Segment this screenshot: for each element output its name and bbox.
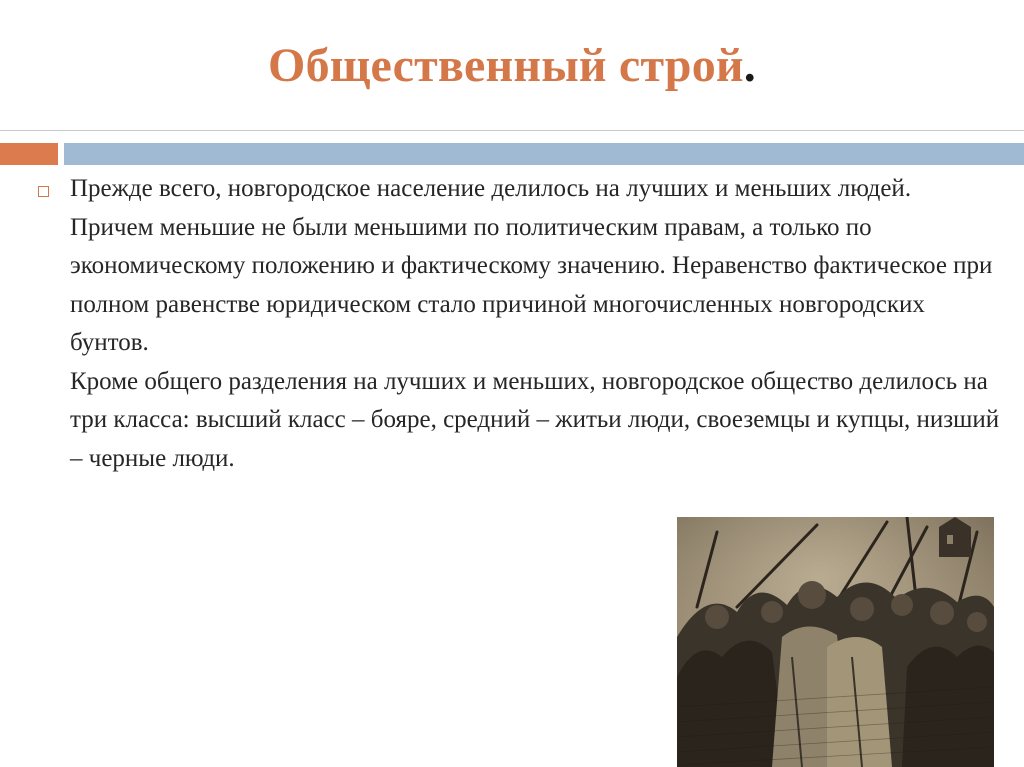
body-paragraph-1: Прежде всего, новгородское население делилось на лучших и меньших людей. Причем меньшие не были меньшими по политическим правам, а только по экономическому положению и фактическому значению. Неравенство фактическое при полном равенстве юридическом стало причиной многочисленных новгородских бунтов. [70,175,993,356]
title-divider-line [0,130,1024,131]
novgorod-crowd-engraving-image [677,517,994,767]
accent-bar-blue [64,143,1024,165]
accent-bar-orange [0,143,58,165]
slide-title-text: Общественный строй [268,39,744,92]
slide-title [0,38,1024,93]
slide-title-dot: . [743,39,756,92]
body-paragraph-2: Кроме общего разделения на лучших и меньших, новгородское общество делилось на три класса: высший класс – бояре, средний – житьи люди, своеземцы и купцы, низший – черные люди. [70,367,1000,472]
hollow-square-bullet-icon [38,186,49,197]
slide-body-text [70,170,1000,478]
